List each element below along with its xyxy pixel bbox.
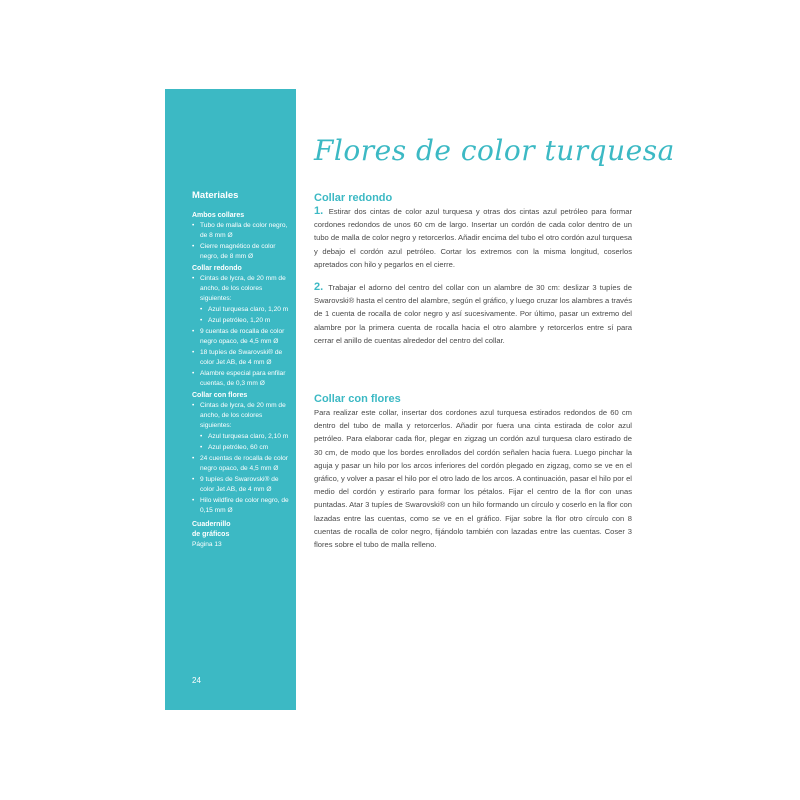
materials-sidebar bbox=[165, 89, 296, 710]
list-item: • Alambre especial para enfilar cuentas, de 0,3 mm Ø bbox=[192, 369, 292, 389]
group-list-flowers bbox=[192, 401, 292, 516]
list-item: • Cintas de lycra, de 20 mm de ancho, de los colores siguientes: bbox=[192, 401, 292, 431]
section-collar-flores bbox=[314, 392, 632, 551]
group-heading-round: Collar redondo bbox=[192, 265, 242, 272]
step-number: 1. bbox=[314, 205, 324, 217]
list-item: • Hilo wildfire de color negro, de 0,15 mm Ø bbox=[192, 496, 292, 516]
booklet-line-1: Cuadernillo bbox=[192, 521, 231, 528]
list-subitem: • Azul petróleo, 60 cm bbox=[192, 443, 292, 453]
step-number: 2. bbox=[314, 281, 324, 294]
materials-list bbox=[192, 211, 292, 550]
step-2 bbox=[314, 281, 632, 347]
page-title: Flores de color turquesa bbox=[314, 134, 675, 167]
list-item: • 9 tupíes de Swarovski® de color Jet AB, de 4 mm Ø bbox=[192, 475, 292, 495]
group-heading-both: Ambos collares bbox=[192, 212, 245, 219]
group-heading-flowers: Collar con flores bbox=[192, 392, 248, 399]
booklet-reference bbox=[192, 520, 292, 540]
step-text: Trabajar el adorno del centro del collar con un alambre de 30 cm: deslizar 3 tupíes de Swarovski® hasta el centro del alambre, según el gráfico, y luego cruzar los alambres a través de 1 cuenta de rocalla de color negro y así sucesivamente. Por último, pasar un extremo del alambre por la primera cuenta de rocalla hacia el otro alambre y retorcerlos entre sí para cerrar el anillo de cuentas alrededor del centro del collar. bbox=[314, 283, 632, 345]
section-text: Para realizar este collar, insertar dos cordones azul turquesa estirados redondos de 60 cm dentro del tubo de malla y retorcerlos. Añadir por fuera una cinta estirada de color azul petróleo. Para elaborar cada flor, plegar en zigzag un cordón azul turquesa claro estirado de 30 cm, de modo que los bordes enrollados del cordón señalen hacia fuera. Luego pinchar la aguja y pasar un hilo por los arcos inferiores del cordón plegado en zigzag, como se ve en el gráfico, y volver a pasar el hilo por el otro lado de los arcos. A continuación, pasar el hilo por el medio del cordón y estirarlo para formar los pétalos. Fijar el centro de la flor con unas puntadas. Atar 3 tupíes de Swarovski® con un hilo formando un círculo y coserlo en la flor con lazadas entre las cuentas, como se ve en el gráfico. Fijar sobre la flor otro círculo con 8 cuentas de rocalla de color negro, fijándolo también con lazadas entre las cuentas. Coser 3 flores sobre el tubo de malla relleno. bbox=[314, 408, 632, 550]
group-list-round bbox=[192, 274, 292, 389]
list-item: • Cierre magnético de color negro, de 8 mm Ø bbox=[192, 242, 292, 262]
list-item: • 18 tupíes de Swarovski® de color Jet AB, de 4 mm Ø bbox=[192, 348, 292, 368]
list-subitem: • Azul turquesa claro, 1,20 m bbox=[192, 305, 292, 315]
booklet-line-2: de gráficos bbox=[192, 531, 230, 538]
materials-title: Materiales bbox=[192, 190, 239, 201]
section-heading: Collar redondo bbox=[314, 192, 393, 204]
list-item: • Tubo de malla de color negro, de 8 mm Ø bbox=[192, 221, 292, 241]
step-1 bbox=[314, 205, 632, 271]
step-text: Estirar dos cintas de color azul turquesa y otras dos cintas azul petróleo para formar cordones redondos de unos 60 cm de largo. Insertar un cordón de cada color dentro de un tubo de malla de color negro y retorcerlos. Añadir encima del tubo el otro cordón azul turquesa y debajo el cordón azul petróleo. Cortar los extremos con la misma longitud, coserlos apretados con hilo y pegarlos en el cierre. bbox=[314, 207, 632, 269]
booklet-page: Página 13 bbox=[192, 541, 222, 548]
list-item: • 9 cuentas de rocalla de color negro opaco, de 4,5 mm Ø bbox=[192, 327, 292, 347]
page-number: 24 bbox=[192, 676, 201, 685]
list-subitem: • Azul turquesa claro, 2,10 m bbox=[192, 432, 292, 442]
section-heading: Collar con flores bbox=[314, 393, 401, 405]
list-item: • Cintas de lycra, de 20 mm de ancho, de los colores siguientes: bbox=[192, 274, 292, 304]
group-list-both bbox=[192, 221, 292, 262]
list-item: • 24 cuentas de rocalla de color negro opaco, de 4,5 mm Ø bbox=[192, 454, 292, 474]
section-collar-redondo bbox=[314, 191, 632, 347]
list-subitem: • Azul petróleo, 1,20 m bbox=[192, 316, 292, 326]
